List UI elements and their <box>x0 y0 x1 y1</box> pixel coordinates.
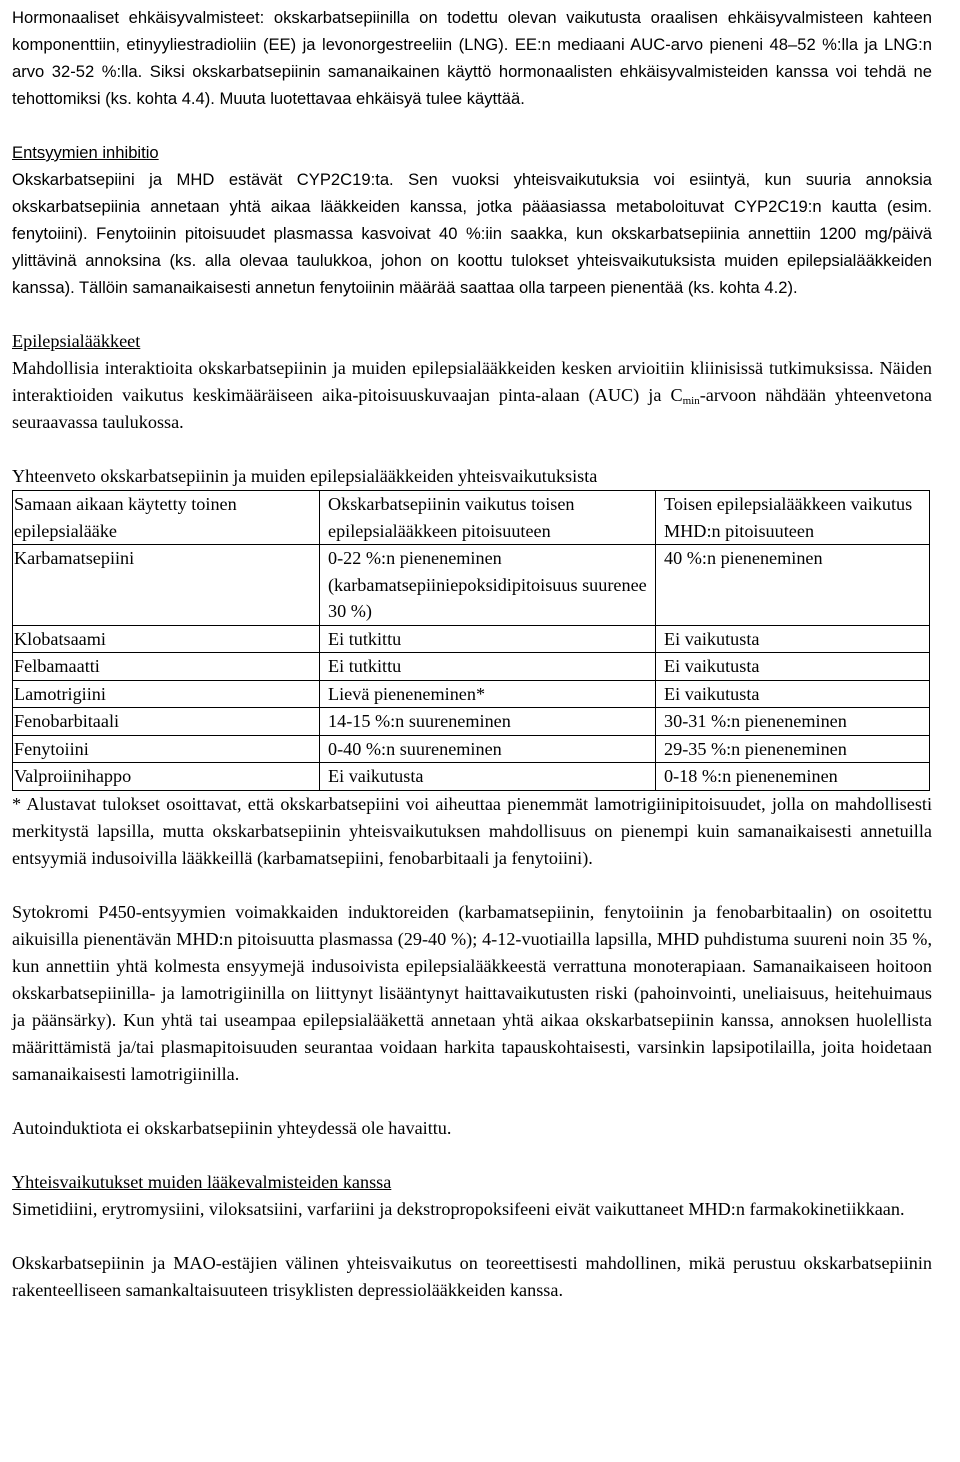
table-row <box>13 625 930 653</box>
cytochrome-paragraph: Sytokromi P450-entsyymien voimakkaiden induktoreiden (karbamatsepiinin, fenytoiinin ja fenobarbitaalin) on osoitettu aikuisilla pienentävän MHD:n pitoisuutta plasmassa (29-40 %); 4-12-vuotiailla lapsilla, MHD puhdistuma suureni noin 35 %, kun annettiin yhtä kolmesta ensyymejä indusoivista epilepsialääkkeestä verrattuna monoterapiaan. Samanaikaiseen hoitoon okskarbatsepiinilla- ja lamotrigiinilla on liittynyt lisääntynyt haittavaikutusten riski (pahoinvointi, uneliaisuus, heitehuimaus ja päänsärky). Kun yhtä tai useampaa epilepsialääkettä annetaan yhtä aikaa okskarbatsepiinin kanssa, annoksen huolellista määrittämistä ja/tai plasmapitoisuuden seurantaa voidaan harkita tapauskohtaisesti, varsinkin lapsipotilailla, joita hoidetaan samanaikaisesti lamotrigiinilla. <box>12 901 932 1084</box>
table-cell: Valproiinihappo <box>13 763 320 791</box>
table-row <box>13 653 930 681</box>
epilepsy-paragraph-part2: -arvoon nähdään yhteenvetona seuraavassa taulukossa. <box>12 385 932 432</box>
spacer <box>12 872 932 899</box>
spacer <box>12 112 932 139</box>
table-cell: 29-35 %:n pieneneminen <box>656 735 930 763</box>
table-cell: Ei tutkittu <box>320 625 656 653</box>
epilepsy-drugs-paragraph <box>12 355 932 436</box>
hormonal-contraceptives-paragraph: Hormonaaliset ehkäisyvalmisteet: okskarbatsepiinilla on todettu olevan vaikutusta oraalisen ehkäisyvalmisteen kahteen komponenttiin, etinyyliestradioliin (EE) ja levonorgestreeliin (LNG). EE:n mediaani AUC-arvo pieneni 48–52 %:lla ja LNG:n arvo 32-52 %:lla. Siksi okskarbatsepiinin samanaikainen käyttö hormonaalisten ehkäisyvalmisteiden kanssa voi tehdä ne tehottomiksi (ks. kohta 4.4). Muuta luotettavaa ehkäisyä tulee käyttää. <box>12 8 932 108</box>
table-header-row <box>13 491 930 545</box>
table-cell: 0-40 %:n suureneminen <box>320 735 656 763</box>
table-cell: Ei vaikutusta <box>320 763 656 791</box>
mao-inhibitors-paragraph: Okskarbatsepiinin ja MAO-estäjien välinen yhteisvaikutus on teoreettisesti mahdollinen, mikä perustuu okskarbatsepiinin rakenteelliseen samankaltaisuuteen trisyklisten depressiolääkkeiden kanssa. <box>12 1252 932 1300</box>
spacer <box>12 1088 932 1115</box>
table-row <box>13 708 930 736</box>
table-cell: Ei vaikutusta <box>656 653 930 681</box>
table-cell: 40 %:n pieneneminen <box>656 545 930 626</box>
table-title: Yhteenveto okskarbatsepiinin ja muiden epilepsialääkkeiden yhteisvaikutuksista <box>12 466 598 486</box>
epilepsy-drugs-heading-text: Epilepsialääkkeet <box>12 331 141 351</box>
table-cell: Karbamatsepiini <box>13 545 320 626</box>
table-header-cell: Samaan aikaan käytetty toinen epilepsialääke <box>13 491 320 545</box>
table-header-cell: Toisen epilepsialääkkeen vaikutus MHD:n pitoisuuteen <box>656 491 930 545</box>
cmin-subscript: min <box>682 395 700 407</box>
spacer <box>12 301 932 328</box>
table-cell: 0-18 %:n pieneneminen <box>656 763 930 791</box>
table-footnote: * Alustavat tulokset osoittavat, että okskarbatsepiini voi aiheuttaa pienemmät lamotrigiinipitoisuudet, jolla on mahdollisesti merkitystä lapsilla, mutta okskarbatsepiinin yhteisvaikutuksen mahdollisuus on pienempi kuin samanaikaisesti annetuilla entsyymiä indusoivilla lääkkeillä (karbamatsepiini, fenobarbitaali ja fenytoiini). <box>12 793 932 868</box>
table-cell: Klobatsaami <box>13 625 320 653</box>
table-cell: Lievä pieneneminen* <box>320 680 656 708</box>
table-cell: Fenobarbitaali <box>13 708 320 736</box>
table-row <box>13 735 930 763</box>
enzyme-inhibition-paragraph: Okskarbatsepiini ja MHD estävät CYP2C19:ta. Sen vuoksi yhteisvaikutuksia voi esiintyä, kun suuria annoksia okskarbatsepiinia annetaan yhtä aikaa lääkkeiden kanssa, jotka pääasiassa metaboloituvat CYP2C19:n kautta (esim. fenytoiini). Fenytoiinin pitoisuudet plasmassa kasvoivat 40 %:iin saakka, kun okskarbatsepiinia annettiin 1200 mg/päivä ylittävinä annoksina (ks. alla olevaa taulukkoa, johon on koottu tulokset yhteisvaikutuksista muiden epilepsialääkkeiden kanssa). Tällöin samanaikaisesti annetun fenytoiinin määrää saattaa olla tarpeen pienentää (ks. kohta 4.2). <box>12 170 932 297</box>
other-drugs-heading-text: Yhteisvaikutukset muiden lääkevalmisteiden kanssa <box>12 1171 392 1192</box>
table-cell: Ei vaikutusta <box>656 625 930 653</box>
table-cell: 30-31 %:n pieneneminen <box>656 708 930 736</box>
autoinduction-paragraph: Autoinduktiota ei okskarbatsepiinin yhteydessä ole havaittu. <box>12 1117 452 1138</box>
table-row <box>13 680 930 708</box>
other-drugs-paragraph: Simetidiini, erytromysiini, viloksatsiini, varfariini ja dekstropropoksifeeni eivät vaikuttaneet MHD:n farmakokinetiikkaan. <box>12 1198 905 1219</box>
interaction-summary-table <box>12 490 930 791</box>
table-cell: 0-22 %:n pieneneminen (karbamatsepiiniepoksidipitoisuus suurenee 30 %) <box>320 545 656 626</box>
table-cell: Fenytoiini <box>13 735 320 763</box>
epilepsy-paragraph-part1: Mahdollisia interaktioita okskarbatsepiinin ja muiden epilepsialääkkeiden kesken arvioitiin kliinisissä tutkimuksissa. Näiden interaktioiden vaikutus keskimääräiseen aika-pitoisuuskuvaajan pinta-alaan (AUC) ja C <box>12 358 932 405</box>
table-cell: Lamotrigiini <box>13 680 320 708</box>
epilepsy-drugs-heading <box>12 328 932 355</box>
table-row <box>13 545 930 626</box>
other-drugs-heading <box>12 1169 932 1196</box>
table-header-cell: Okskarbatsepiinin vaikutus toisen epilepsialääkkeen pitoisuuteen <box>320 491 656 545</box>
enzyme-inhibition-heading-text: Entsyymien inhibitio <box>12 143 159 162</box>
spacer <box>12 1142 932 1169</box>
table-cell: Felbamaatti <box>13 653 320 681</box>
table-cell: Ei vaikutusta <box>656 680 930 708</box>
table-cell: 14-15 %:n suureneminen <box>320 708 656 736</box>
enzyme-inhibition-heading <box>12 139 932 166</box>
table-row <box>13 763 930 791</box>
spacer <box>12 1223 932 1250</box>
document-page <box>12 4 932 1304</box>
table-cell: Ei tutkittu <box>320 653 656 681</box>
spacer <box>12 436 932 463</box>
